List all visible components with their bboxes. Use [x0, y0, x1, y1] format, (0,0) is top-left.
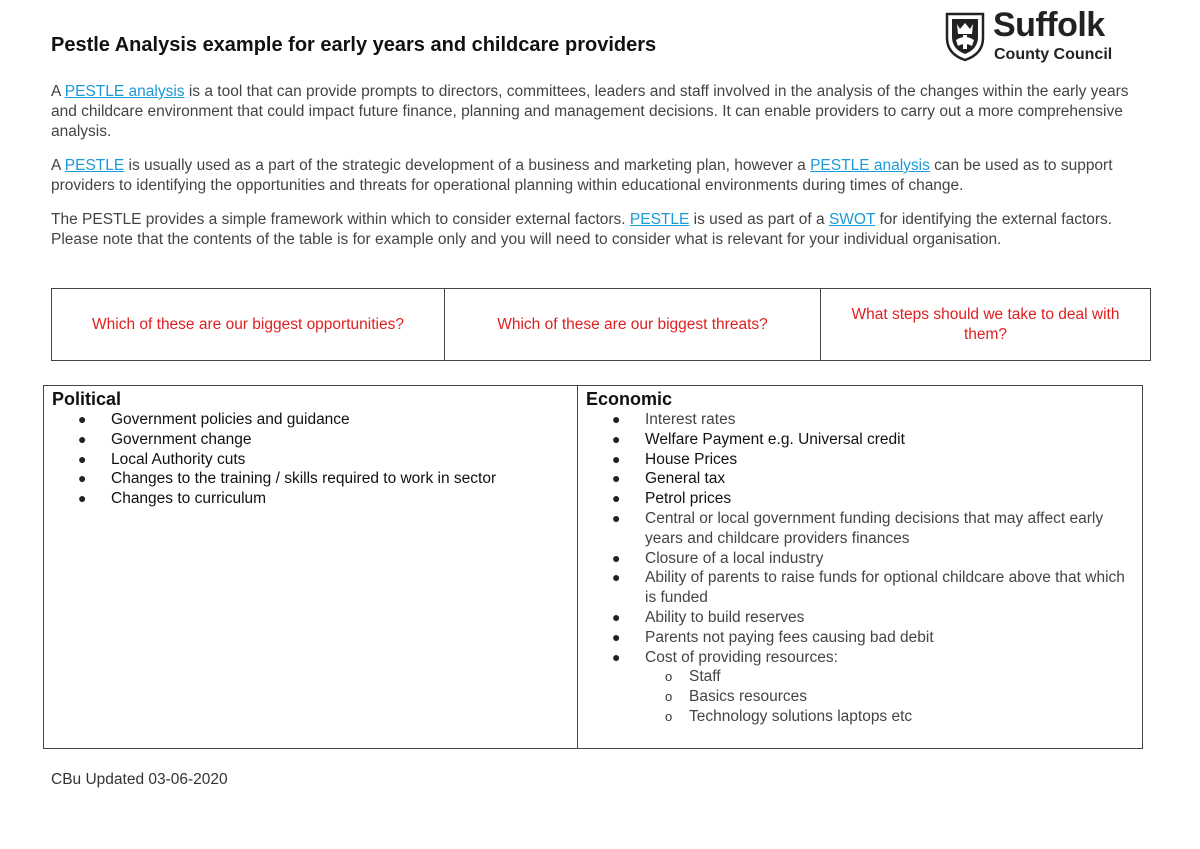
list-item — [586, 608, 1136, 628]
list-item-text: Welfare Payment e.g. Universal credit — [645, 430, 905, 448]
swot-link[interactable]: SWOT — [828, 211, 876, 228]
text-span: is a tool that can provide prompts to directors, committees, leaders and staff involved in the analysis of the changes within the early years and childcare environment that could impact future finance, planning and management decisions. It can enable providers to carry out a more comprehensive analysis. — [51, 83, 1129, 140]
sub-list-item — [645, 707, 1136, 727]
sub-list-item-text: Staff — [689, 668, 721, 686]
list-item — [52, 469, 571, 489]
text-span: A — [51, 83, 65, 100]
suffolk-logo — [943, 6, 1133, 66]
pestle-link[interactable]: PESTLE — [64, 157, 125, 174]
bullet-icon: ● — [612, 549, 621, 566]
list-item — [586, 410, 1136, 430]
bullet-icon: ● — [612, 569, 621, 586]
list-item-text: House Prices — [645, 450, 738, 468]
economic-heading: Economic — [586, 389, 673, 409]
bullet-icon: ● — [612, 648, 621, 665]
pestle-analysis-link[interactable]: PESTLE analysis — [810, 157, 930, 174]
bullet-icon: ● — [612, 411, 621, 427]
list-item-text: Ability to build reserves — [645, 608, 805, 626]
list-item — [586, 489, 1136, 509]
bullet-icon: ● — [612, 628, 621, 645]
list-item — [586, 648, 1136, 727]
political-list — [52, 410, 571, 509]
bullet-icon: ● — [612, 430, 621, 447]
list-item-text: Parents not paying fees causing bad debit — [645, 628, 934, 646]
list-item-text: Changes to the training / skills required to work in sector — [111, 470, 497, 488]
text-span: can be used as to support providers to identifying the opportunities and threats for operational planning within educational environments during times of change. — [51, 157, 1113, 194]
bullet-icon: ● — [612, 608, 621, 625]
bullet-icon: ● — [612, 490, 621, 507]
text-span: A — [51, 157, 65, 174]
logo-brand: Suffolk — [993, 6, 1105, 44]
list-item — [52, 410, 571, 430]
question-steps: What steps should we take to deal with them? — [821, 289, 1151, 361]
bullet-icon: ● — [78, 430, 87, 447]
pestle-link[interactable]: PESTLE — [629, 211, 690, 228]
circle-bullet-icon: o — [665, 689, 673, 705]
sub-list-item — [645, 667, 1136, 687]
list-item-text: Interest rates — [645, 411, 736, 428]
text-span: is used as part of a — [689, 211, 829, 228]
pestle-analysis-link[interactable]: PESTLE analysis — [64, 83, 185, 100]
circle-bullet-icon: o — [665, 669, 673, 685]
sub-list-item-text: Technology solutions laptops etc — [689, 707, 913, 725]
question-opportunities: Which of these are our biggest opportunities? — [52, 289, 445, 361]
list-item — [52, 430, 571, 450]
list-item — [586, 450, 1136, 470]
list-item — [52, 450, 571, 470]
bullet-icon: ● — [612, 509, 621, 526]
list-item — [586, 568, 1136, 608]
intro-paragraph-1 — [51, 82, 1151, 142]
questions-table — [51, 288, 1151, 361]
political-heading: Political — [52, 389, 122, 409]
political-cell — [44, 386, 578, 749]
list-item-text: Government policies and guidance — [111, 411, 350, 428]
footer-updated: CBu Updated 03-06-2020 — [51, 771, 228, 788]
list-item-text: Local Authority cuts — [111, 450, 246, 468]
intro-paragraph-2 — [51, 156, 1151, 196]
logo-subtitle: County Council — [994, 46, 1113, 63]
bullet-icon: ● — [78, 490, 87, 507]
bullet-icon: ● — [612, 450, 621, 467]
bullet-icon: ● — [612, 470, 621, 487]
sub-list-item-text: Basics resources — [689, 688, 808, 706]
list-item — [52, 489, 571, 509]
list-item-text: Government change — [111, 430, 252, 448]
list-item-text: Central or local government funding decisions that may affect early years and childcare providers finances — [645, 509, 1104, 547]
list-item-text: Ability of parents to raise funds for optional childcare above that which is funded — [645, 569, 1125, 607]
list-item — [586, 430, 1136, 450]
sub-list-item — [645, 687, 1136, 707]
suffolk-crest-icon — [943, 10, 987, 62]
page-title: Pestle Analysis example for early years and childcare providers — [51, 34, 657, 56]
list-item — [586, 549, 1136, 569]
list-item-text: General tax — [645, 470, 726, 488]
text-span: The PESTLE provides a simple framework within which to consider external factors. — [51, 211, 630, 228]
list-item — [586, 469, 1136, 489]
list-item-text: Changes to curriculum — [111, 490, 267, 508]
question-threats: Which of these are our biggest threats? — [445, 289, 821, 361]
bullet-icon: ● — [78, 411, 87, 427]
bullet-icon: ● — [78, 470, 87, 487]
list-item — [586, 509, 1136, 549]
list-item-text: Closure of a local industry — [645, 549, 824, 567]
resources-sublist — [645, 667, 1136, 726]
list-item-text: Cost of providing resources: — [645, 648, 838, 666]
text-span: is usually used as a part of the strategic development of a business and marketing plan, however a — [124, 157, 811, 174]
pestle-table — [43, 385, 1143, 749]
bullet-icon: ● — [78, 450, 87, 467]
economic-cell — [578, 386, 1143, 749]
text-span: for identifying the external factors. Please note that the contents of the table is for example only and you will need to consider what is relevant for your individual organisation. — [51, 211, 1113, 248]
economic-list — [586, 410, 1136, 727]
list-item — [586, 628, 1136, 648]
list-item-text: Petrol prices — [645, 490, 732, 508]
circle-bullet-icon: o — [665, 708, 673, 724]
intro-paragraph-3 — [51, 210, 1151, 250]
